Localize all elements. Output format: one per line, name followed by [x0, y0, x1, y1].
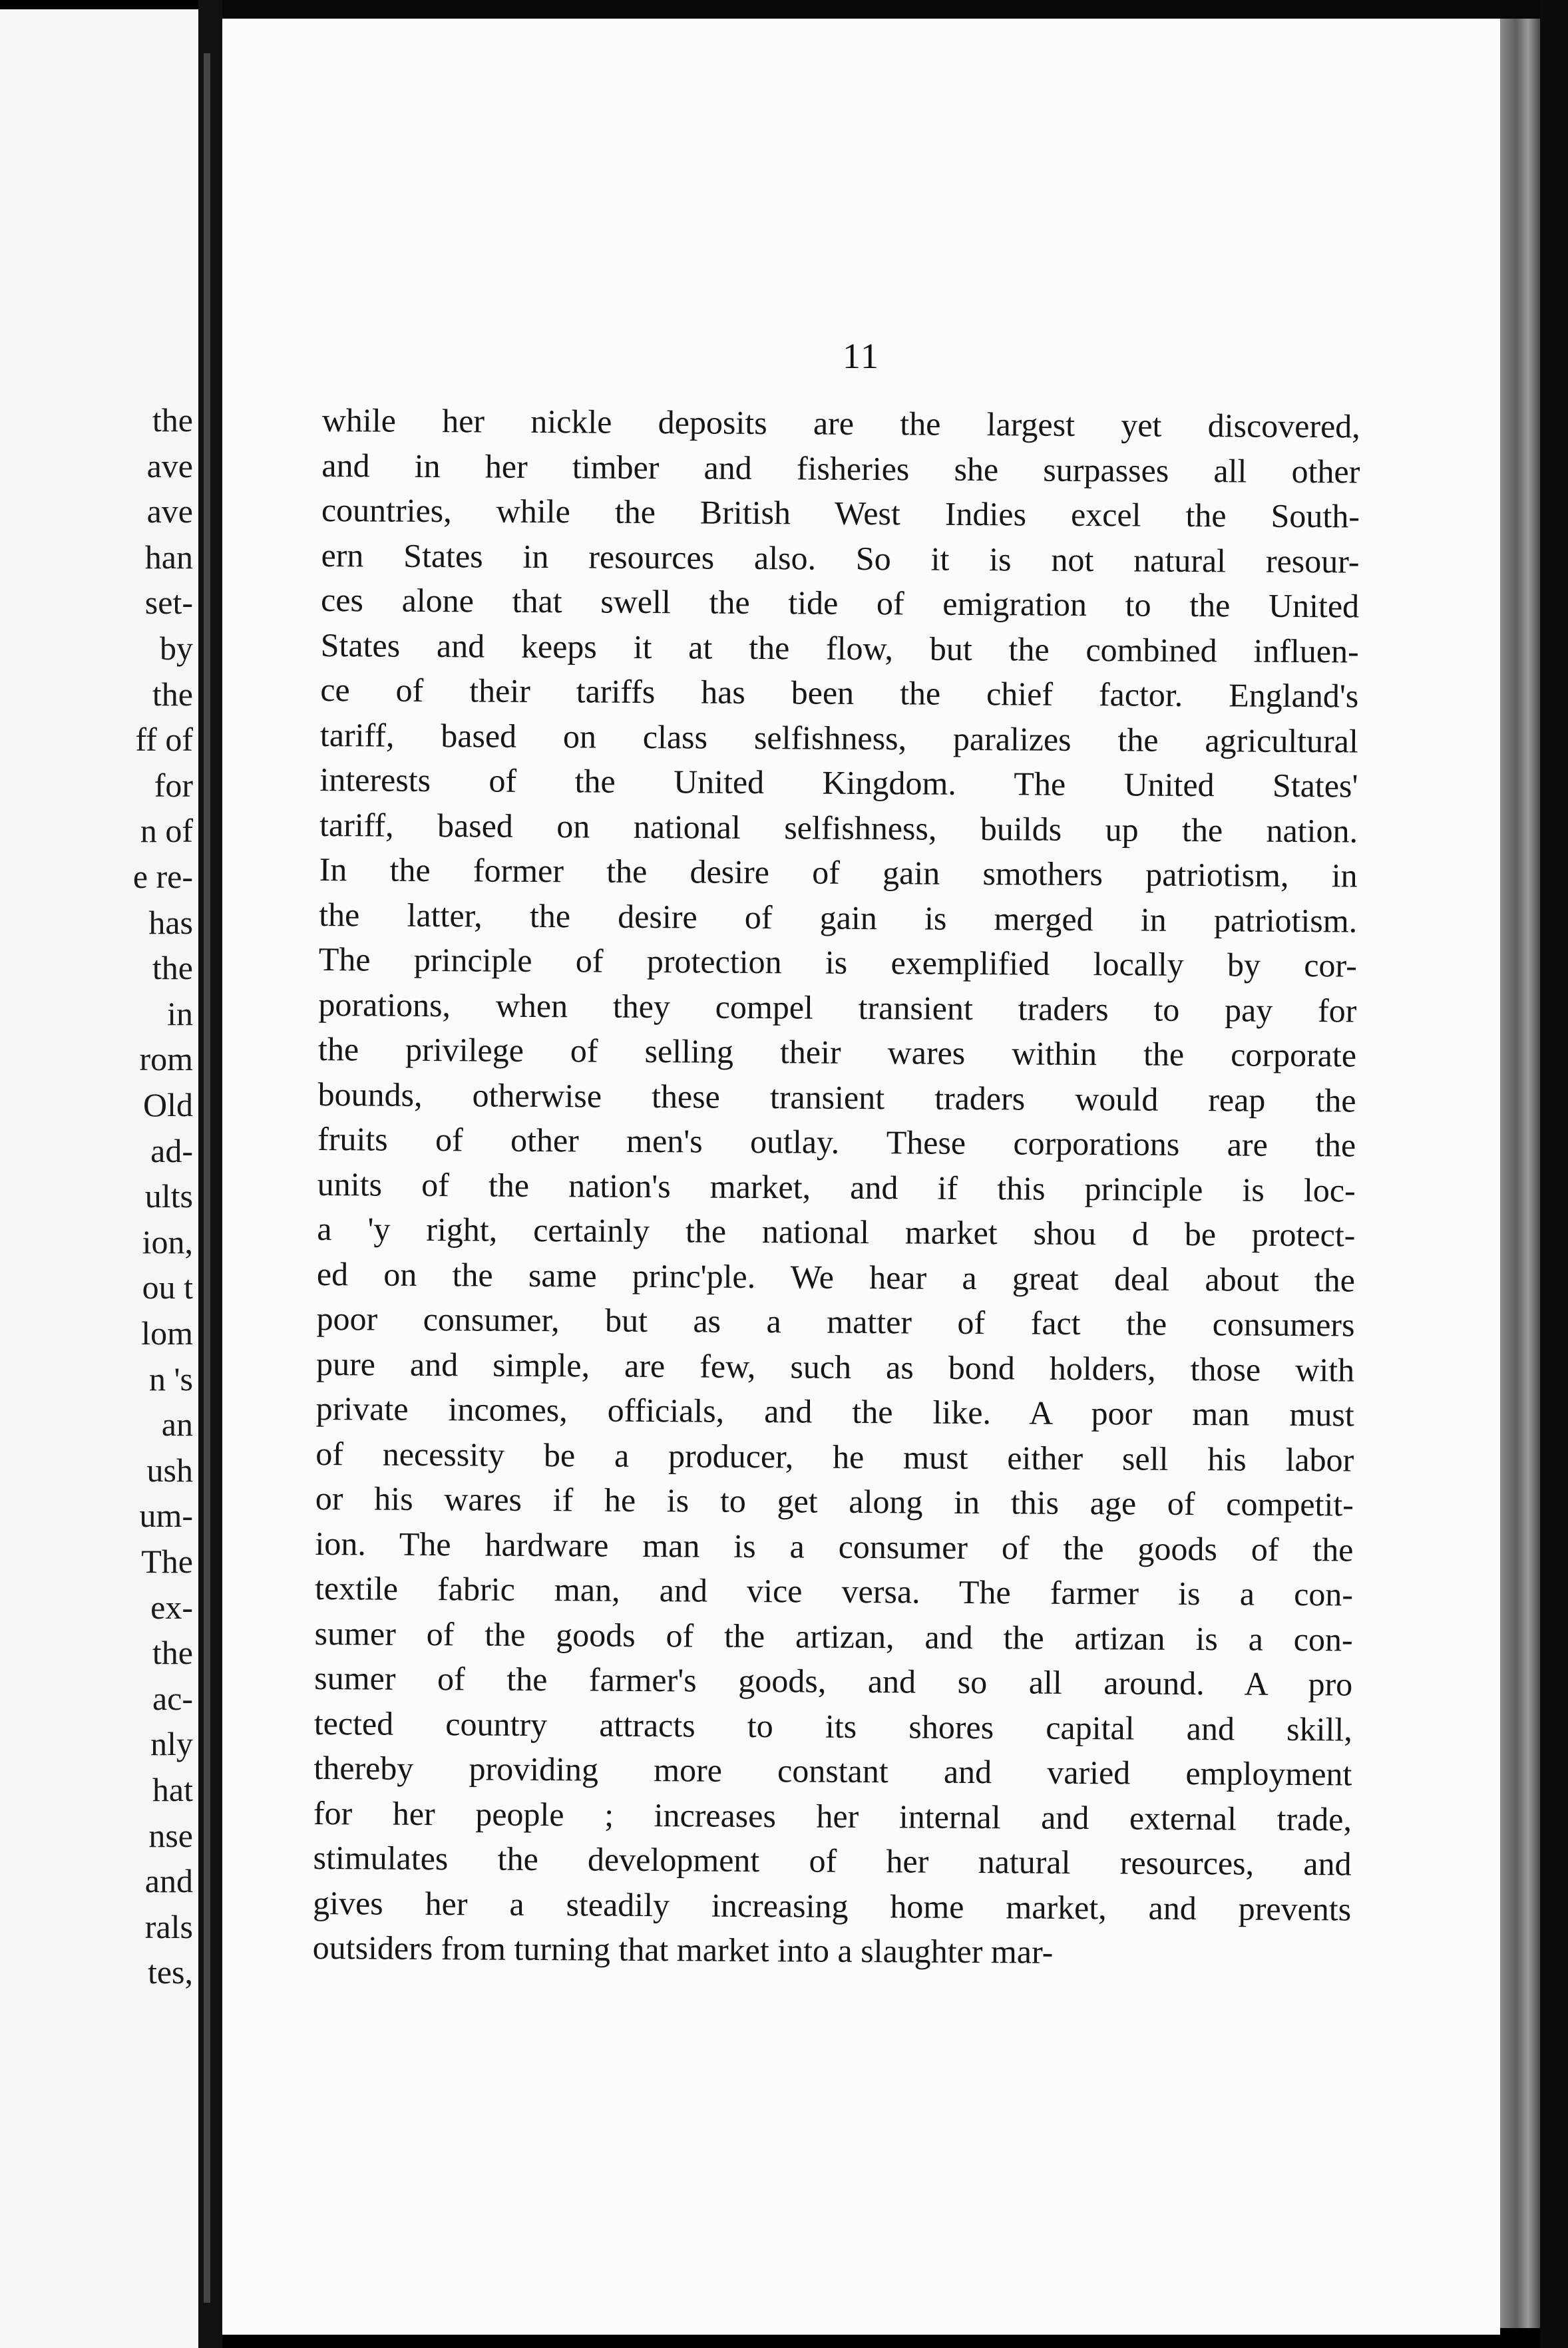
left-page-fragment: ave — [146, 447, 193, 485]
left-page-fragment: The — [141, 1543, 193, 1580]
text-line: the privilege of selling their wares within the corporate — [317, 1030, 1357, 1074]
text-line: pure and simple, are few, such as bond holders, those with — [315, 1344, 1355, 1389]
text-line: interests of the United Kingdom. The United States' — [319, 760, 1358, 805]
text-line: gives her a steadily increasing home market, and prevents — [313, 1883, 1352, 1927]
text-line: ce of their tariffs has been the chief factor. England's — [320, 670, 1359, 715]
left-page-fragment: ex- — [150, 1588, 193, 1626]
left-page-fragment: hat — [152, 1771, 193, 1808]
text-line: fruits of other men's outlay. These corporations are the — [317, 1119, 1356, 1164]
text-line: countries, while the British West Indies excel the South- — [321, 490, 1360, 535]
left-page-fragment: in — [167, 994, 193, 1032]
left-page-fragment: ults — [144, 1177, 193, 1215]
left-page-fragment: um- — [139, 1497, 193, 1535]
left-page-fragment: the — [152, 401, 193, 439]
left-page-fragment: an — [161, 1406, 193, 1444]
page-edges — [1500, 19, 1540, 2328]
left-page-fragment: Old — [143, 1086, 193, 1123]
left-page-fragment: the — [152, 949, 193, 987]
book-gutter — [198, 0, 222, 2348]
text-line: porations, when they compel transient traders to pay for — [318, 985, 1357, 1030]
text-line: poor consumer, but as a matter of fact the consumers — [316, 1299, 1355, 1344]
left-page-fragment: e re- — [132, 858, 193, 895]
text-line: for her people ; increases her internal and external trade, — [313, 1794, 1352, 1838]
left-page-fragment: by — [160, 630, 193, 667]
left-page-fragment: ion, — [142, 1223, 193, 1261]
left-page-fragment: ff of — [135, 721, 193, 759]
text-line: units of the nation's market, and if this principle is loc- — [317, 1165, 1356, 1209]
text-line: sumer of the farmer's goods, and so all around. A pro — [314, 1659, 1353, 1703]
left-page-fragment: and — [144, 1862, 193, 1900]
left-page-fragment: n 's — [149, 1360, 193, 1398]
left-page-fragment: set- — [144, 584, 193, 622]
left-page-fragment: ave — [146, 492, 193, 530]
left-page-fragment: tes, — [147, 1953, 193, 1991]
text-line: ern States in resources also. So it is not natural resour- — [321, 536, 1360, 580]
left-page-fragment: ad- — [150, 1131, 193, 1169]
text-line: while her nickle deposits are the largest yet discovered, — [321, 401, 1360, 445]
left-page-fragment: n of — [140, 812, 193, 850]
text-line: In the former the desire of gain smothers patriotism, in — [319, 850, 1358, 894]
left-page-fragment: rom — [139, 1040, 193, 1078]
text-line: ces alone that swell the tide of emigration to the United — [320, 580, 1360, 625]
left-page-fragment: ac- — [152, 1679, 193, 1717]
left-page-fragment: has — [148, 903, 193, 941]
text-line: ion. The hardware man is a consumer of the goods of the — [315, 1524, 1354, 1568]
text-line: tected country attracts to its shores capital and skill, — [313, 1704, 1352, 1748]
left-page-fragment: the — [152, 675, 193, 713]
left-page-fragment: han — [144, 538, 193, 576]
text-line: ed on the same princ'ple. We hear a great deal about the — [316, 1255, 1356, 1299]
left-page-fragment: ush — [146, 1451, 193, 1489]
text-line: or his wares if he is to get along in this age of competit- — [315, 1479, 1354, 1523]
text-line: private incomes, officials, and the like. A poor man must — [315, 1389, 1354, 1434]
gutter-shadow — [204, 53, 210, 2303]
text-line: and in her timber and fisheries she surpasses all other — [321, 446, 1360, 490]
text-line: States and keeps it at the flow, but the combined influen- — [320, 626, 1359, 670]
scan-top-border — [198, 0, 1568, 19]
text-line: of necessity be a producer, he must either sell his labor — [315, 1434, 1354, 1478]
left-page-fragment: for — [154, 766, 193, 804]
text-line: thereby providing more constant and varied employment — [313, 1748, 1352, 1793]
left-page-fragment: nly — [150, 1725, 193, 1763]
text-line: tariff, based on class selfishness, paralizes the agricultural — [319, 715, 1359, 760]
page-body-text — [313, 398, 1360, 1977]
left-page-fragment: nse — [148, 1816, 193, 1854]
page-number: 11 — [843, 336, 880, 376]
scan-right-border — [1540, 0, 1568, 2348]
text-line: textile fabric man, and vice versa. The farmer is a con- — [314, 1569, 1354, 1613]
text-line: sumer of the goods of the artizan, and the artizan is a con- — [314, 1614, 1353, 1658]
left-page-fragment: rals — [144, 1907, 193, 1945]
text-line: stimulates the development of her natural resources, and — [313, 1838, 1352, 1883]
left-page-fragment: lom — [141, 1314, 193, 1352]
text-line: tariff, based on national selfishness, builds up the nation. — [319, 805, 1358, 850]
main-page — [222, 19, 1500, 2335]
text-line: outsiders from turning that market into a slaughter mar- — [312, 1928, 1054, 1971]
text-line: bounds, otherwise these transient traders would reap the — [317, 1075, 1356, 1119]
left-facing-page — [0, 9, 198, 2348]
text-line: The principle of protection is exemplified locally by cor- — [318, 940, 1357, 984]
text-line: the latter, the desire of gain is merged in patriotism. — [319, 895, 1358, 940]
left-page-fragment: the — [152, 1634, 193, 1672]
left-page-fragment: ou t — [142, 1269, 193, 1306]
text-line: a 'y right, certainly the national market shou d be protect- — [317, 1209, 1356, 1254]
